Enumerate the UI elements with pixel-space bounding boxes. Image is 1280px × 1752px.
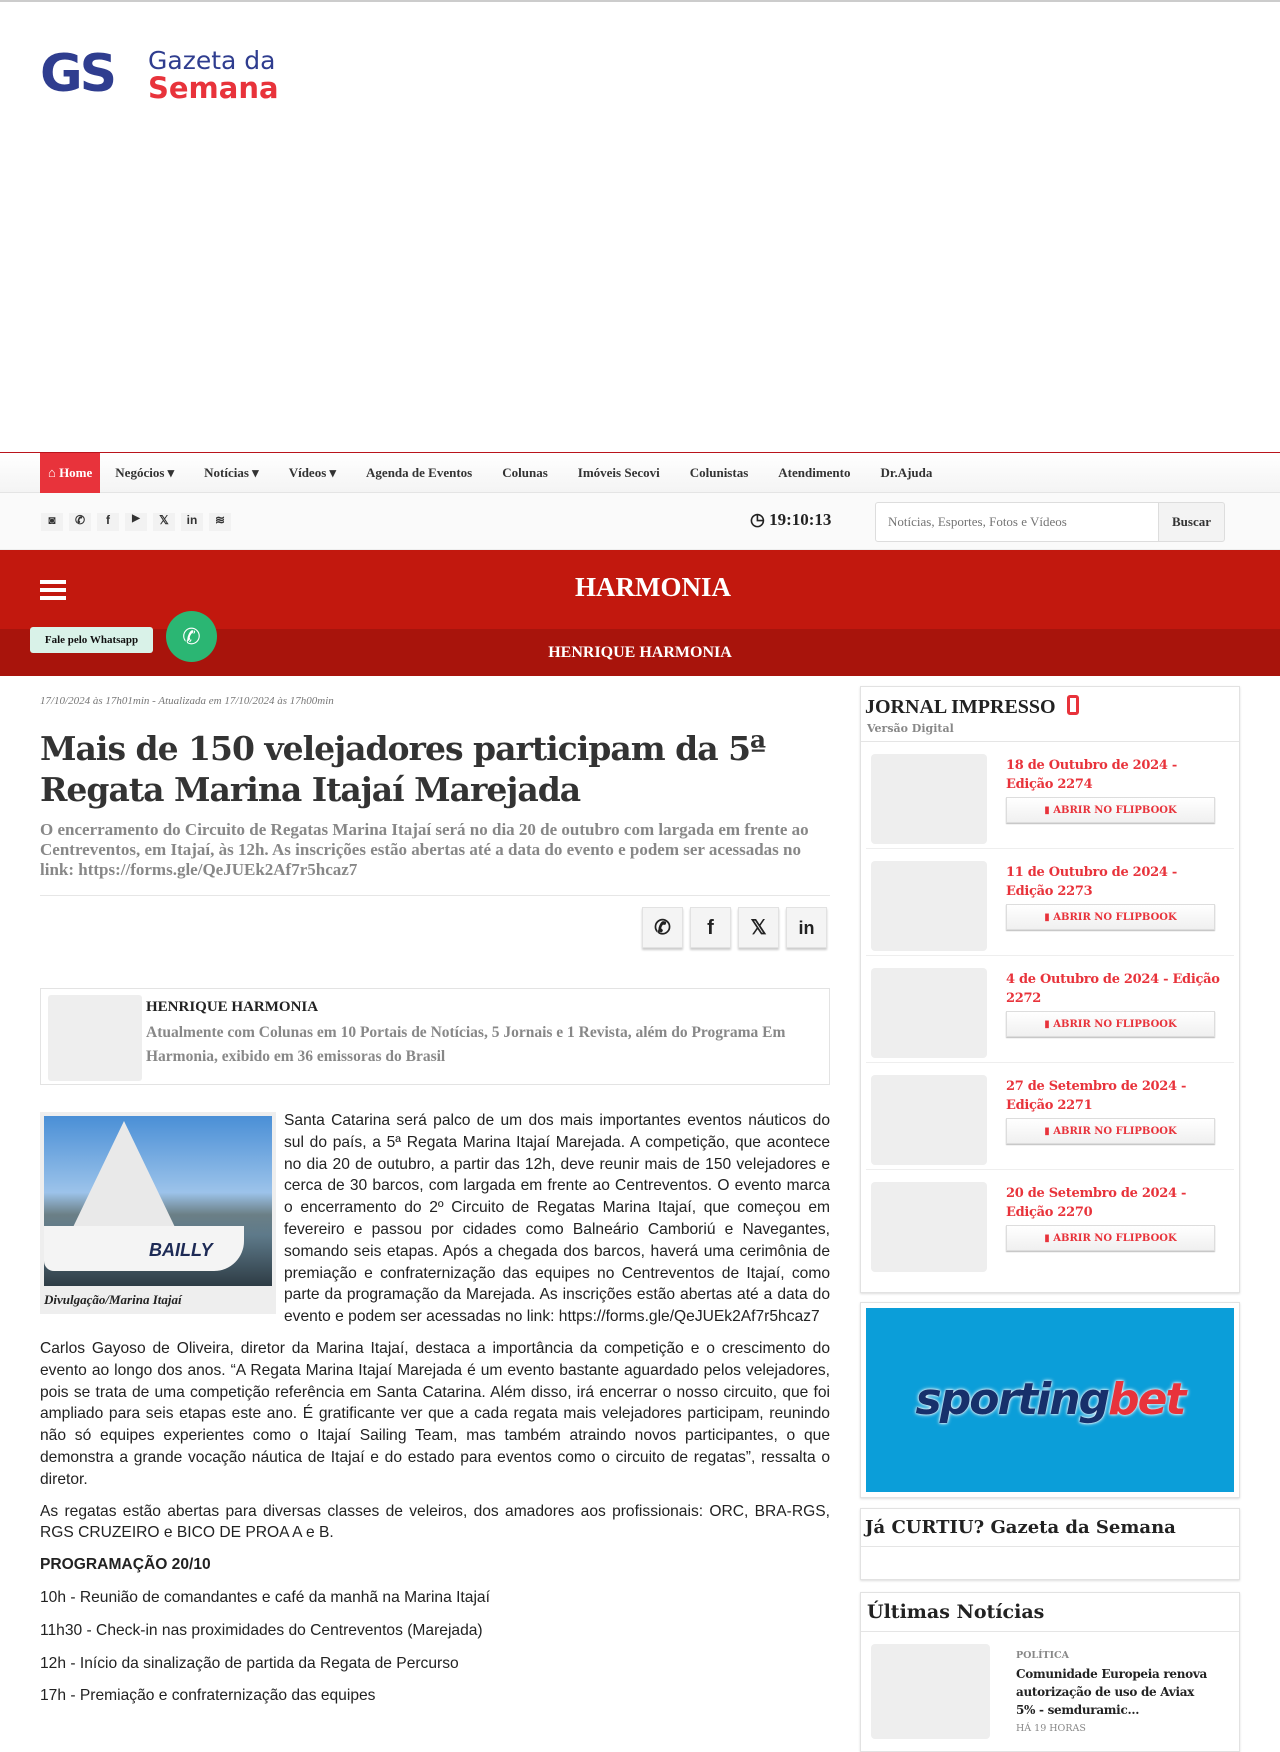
paragraph: As regatas estão abertas para diversas classes de veleiros, dos amadores aos profissionais: ORC, BRA-RGS, RGS CRUZEIRO e BICO DE PROA A e B. xyxy=(40,1502,830,1542)
nav-atendimento[interactable]: Atendimento xyxy=(778,464,851,480)
sportingbet-ad[interactable]: sportingbet xyxy=(866,1308,1234,1492)
edition-thumbnail[interactable] xyxy=(871,1075,987,1165)
home-icon: ⌂ xyxy=(48,464,60,480)
share-x-button[interactable] xyxy=(738,907,779,948)
widget-title: JORNAL IMPRESSO xyxy=(865,696,1056,718)
edition-title[interactable]: 11 de Outubro de 2024 - Edição 2273 xyxy=(1006,865,1177,899)
file-icon: ▮ xyxy=(1044,1126,1054,1137)
program-item: 12h - Início da sinalização de partida da Regata de Percurso xyxy=(40,1654,459,1672)
clock-icon: ◷ xyxy=(750,510,765,529)
divider xyxy=(40,895,830,896)
edition-thumbnail[interactable] xyxy=(871,968,987,1058)
widget-title: Últimas Notícias xyxy=(861,1593,1239,1632)
nav-imoveis[interactable]: Imóveis Secovi xyxy=(577,464,660,480)
youtube-icon[interactable]: ▶ xyxy=(125,513,147,531)
section-subtitle[interactable]: HENRIQUE HARMONIA xyxy=(548,644,732,661)
article-title: Mais de 150 velejadores participam da 5ª Regata Marina Itajaí Marejada xyxy=(40,729,766,809)
main-nav xyxy=(0,452,1280,493)
ad-box xyxy=(860,1302,1240,1498)
linkedin-icon[interactable]: in xyxy=(181,513,203,531)
curtiu-widget xyxy=(860,1508,1240,1580)
file-icon: ▮ xyxy=(1044,805,1054,816)
edition-item xyxy=(866,1063,1234,1170)
facebook-icon[interactable]: f xyxy=(97,513,119,531)
logo-line1: Gazeta da xyxy=(148,46,276,75)
photo-caption: Divulgação/Marina Itajaí xyxy=(44,1292,182,1307)
program-item: 17h - Premiação e confraternização das equipes xyxy=(40,1687,376,1705)
news-category: POLÍTICA xyxy=(1016,1650,1069,1661)
instagram-icon[interactable]: ◙ xyxy=(41,513,63,531)
program-item: 11h30 - Check-in nas proximidades do Centreventos (Marejada) xyxy=(40,1621,483,1639)
jornal-impresso-widget xyxy=(860,686,1240,1293)
news-title[interactable]: Comunidade Europeia renova autorização de uso de Aviax 5% - semduramic... xyxy=(1016,1667,1207,1717)
search-button[interactable]: Buscar xyxy=(1158,502,1225,542)
edition-title[interactable]: 27 de Setembro de 2024 - Edição 2271 xyxy=(1006,1079,1187,1113)
edition-item xyxy=(866,742,1234,849)
share-linkedin-button[interactable] xyxy=(786,907,827,948)
whatsapp-icon[interactable]: ✆ xyxy=(69,513,91,531)
whatsapp-icon: ✆ xyxy=(182,624,201,649)
edition-title[interactable]: 20 de Setembro de 2024 - Edição 2270 xyxy=(1006,1186,1187,1220)
facebook-icon: f xyxy=(707,917,714,939)
article-body xyxy=(40,1110,830,1718)
author-photo xyxy=(48,995,142,1081)
whatsapp-label[interactable]: Fale pelo Whatsapp xyxy=(30,627,153,653)
flipbook-button[interactable]: ▮ ABRIR NO FLIPBOOK xyxy=(1006,904,1215,930)
section-title: HARMONIA xyxy=(575,572,731,602)
news-time: HÁ 19 HORAS xyxy=(1016,1723,1086,1734)
ultimas-noticias-widget xyxy=(860,1592,1240,1752)
share-facebook-button[interactable] xyxy=(690,907,731,948)
author-name[interactable]: HENRIQUE HARMONIA xyxy=(146,999,319,1015)
edition-thumbnail[interactable] xyxy=(871,861,987,951)
nav-colunistas[interactable]: Colunistas xyxy=(689,464,749,480)
nav-negocios[interactable]: Negócios ▾ xyxy=(115,464,175,480)
whatsapp-icon: ✆ xyxy=(654,917,671,939)
clock: ◷ 19:10:13 xyxy=(750,510,832,529)
nav-colunas[interactable]: Colunas xyxy=(502,464,548,480)
rss-icon[interactable]: ≋ xyxy=(209,513,231,531)
nav-agenda[interactable]: Agenda de Eventos xyxy=(366,464,473,480)
article-date: 17/10/2024 às 17h01min - Atualizada em 17/10/2024 às 17h00min xyxy=(40,695,334,707)
linkedin-icon: in xyxy=(798,918,815,938)
logo-line2: Semana xyxy=(148,71,279,105)
flipbook-button[interactable]: ▮ ABRIR NO FLIPBOOK xyxy=(1006,797,1215,823)
paragraph: Santa Catarina será palco de um dos mais importantes eventos náuticos do sul do país, a 5ª Regata Marina Itajaí Marejada. A competição, que acontece no dia 20 de outubro, a partir das 12h, deve reunir mais de 150 velejadores e cerca de 30 barcos, com largada em frente ao Centreventos. O evento marca o encerramento do 2º Circuito de Regatas Marina Itajaí, que começou em fevereiro e passou por cidades como Balneário Camboriú e Navegantes, somando seis etapas. Após a chegada dos barcos, haverá uma cerimônia de premiação e confraternização das equipes no Centreventos de Itajaí, como parte da programação da Marejada. As inscrições estão abertas até a data do evento e podem ser acessadas no link: https://forms.gle/QeJUEk2Af7r5hcaz7 xyxy=(284,1112,830,1326)
nav-drajuda[interactable]: Dr.Ajuda xyxy=(880,464,933,480)
nav-noticias[interactable]: Notícias ▾ xyxy=(204,464,259,480)
flipbook-button[interactable]: ▮ ABRIR NO FLIPBOOK xyxy=(1006,1118,1215,1144)
edition-title[interactable]: 4 de Outubro de 2024 - Edição 2272 xyxy=(1006,972,1220,1006)
x-icon: 𝕏 xyxy=(750,917,767,939)
nav-home[interactable]: ⌂ Home xyxy=(40,453,100,493)
toolbar xyxy=(0,493,1280,550)
author-box xyxy=(40,988,830,1085)
nav-videos[interactable]: Vídeos ▾ xyxy=(288,464,337,480)
logo-mark: GS xyxy=(40,44,115,104)
flipbook-button[interactable]: ▮ ABRIR NO FLIPBOOK xyxy=(1006,1225,1215,1251)
edition-thumbnail[interactable] xyxy=(871,1182,987,1272)
program-heading: PROGRAMAÇÃO 20/10 xyxy=(40,1556,211,1574)
edition-thumbnail[interactable] xyxy=(871,754,987,844)
whatsapp-float-button[interactable] xyxy=(166,611,217,662)
site-logo[interactable] xyxy=(40,44,290,106)
x-icon[interactable]: 𝕏 xyxy=(153,513,175,531)
article-figure xyxy=(40,1112,276,1314)
file-icon: ▮ xyxy=(1044,912,1054,923)
file-icon: ▮ xyxy=(1044,1233,1054,1244)
edition-title[interactable]: 18 de Outubro de 2024 - Edição 2274 xyxy=(1006,758,1177,792)
search-input[interactable] xyxy=(875,502,1159,542)
paragraph: Carlos Gayoso de Oliveira, diretor da Marina Itajaí, destaca a importância da competição e o crescimento do evento ao longo dos anos. “A Regata Marina Itajaí Marejada é um evento bastante aguardado pelos velejadores, pois se trata de uma competição referência em Santa Catarina. Além disso, irá encerrar o nosso circuito, que foi ampliado para seis etapas este ano. É gratificante ver que a cada regata mais velejadores participam, reunindo não só equipes experientes como o Itajaí Sailing Team, mas também atraindo novos participantes, o que demonstra a grande vocação náutica de Itajaí e do estado para eventos como o circuito de regatas”, ressalta o diretor. xyxy=(40,1339,830,1488)
edition-item xyxy=(866,849,1234,956)
file-icon: ▮ xyxy=(1044,1019,1054,1030)
edition-item xyxy=(866,956,1234,1063)
flipbook-button[interactable]: ▮ ABRIR NO FLIPBOOK xyxy=(1006,1011,1215,1037)
widget-subtitle: Versão Digital xyxy=(867,722,954,735)
widget-title: Já CURTIU? Gazeta da Semana xyxy=(861,1509,1239,1547)
mobile-icon xyxy=(1067,695,1079,715)
boat-text: BAILLY xyxy=(149,1240,213,1260)
program-item: 10h - Reunião de comandantes e café da manhã na Marina Itajaí xyxy=(40,1588,490,1606)
news-thumbnail[interactable] xyxy=(871,1644,990,1739)
author-bio: Atualmente com Colunas em 10 Portais de Notícias, 5 Jornais e 1 Revista, além do Programa Em Harmonia, exibido em 36 emissoras do Brasil xyxy=(146,1024,786,1065)
article-photo xyxy=(44,1116,272,1286)
article-lead: O encerramento do Circuito de Regatas Marina Itajaí será no dia 20 de outubro com largada em frente ao Centreventos, em Itajaí, às 12h. As inscrições estão abertas até a data do evento e podem ser acessadas no link: https://forms.gle/QeJUEk2Af7r5hcaz7 xyxy=(40,820,809,879)
share-whatsapp-button[interactable] xyxy=(642,907,683,948)
edition-item xyxy=(866,1170,1234,1277)
